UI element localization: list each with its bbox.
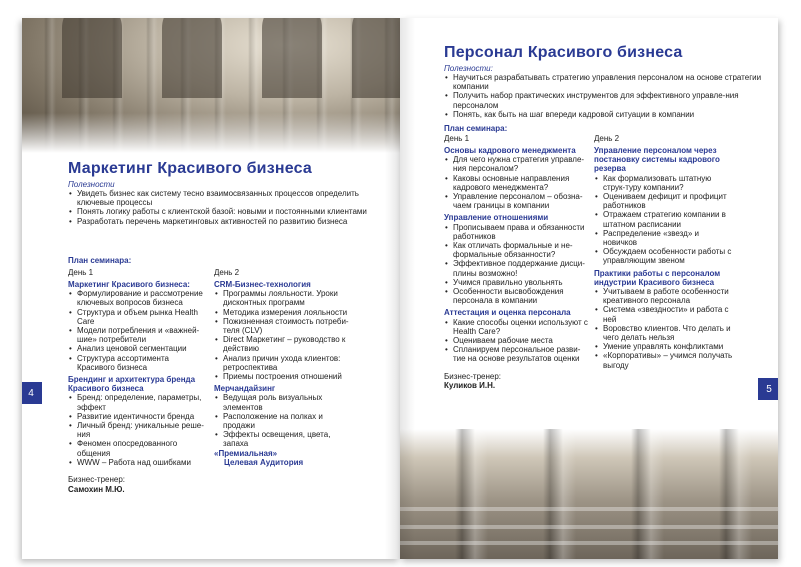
section-title: Управление отношениями <box>444 213 549 223</box>
list-item: • Как формализовать штатную струк-туру компании? <box>603 174 734 192</box>
left-column-2 <box>214 280 354 467</box>
left-useful <box>68 180 388 226</box>
colonnade-capitals-photo <box>22 18 400 153</box>
right-title: Персонал Красивого бизнеса <box>444 44 683 61</box>
list-item: • Прописываем права и обязанности работников <box>453 223 588 241</box>
list-item: • Бренд: определение, параметры, эффект <box>77 393 208 411</box>
list-item: • Понять, как быть на шаг впереди кадровой ситуации в компании <box>453 110 764 119</box>
list-item: • Приемы построения отношений <box>223 372 354 381</box>
left-trainer-name: Самохин М.Ю. <box>68 484 125 494</box>
left-useful-label: Полезности <box>68 180 115 189</box>
right-day1: День 1 <box>444 134 470 143</box>
list-item: • Учимся правильно увольнять <box>453 278 588 287</box>
right-day2: День 2 <box>594 134 620 143</box>
left-plan-label: План семинара: <box>68 256 132 265</box>
list-item: • Эффекты освещения, цвета, запаха <box>223 430 354 448</box>
list-item: • Каковы основные направления кадрового менеджмента? <box>453 174 588 192</box>
list-item: • Особенности высвобождения персонала в компании <box>453 287 588 305</box>
list-item: • Какие способы оценки используют с Health Care? <box>453 318 588 336</box>
list-item: • Оцениваем дефицит и профицит работников <box>603 192 734 210</box>
left-useful-list <box>68 189 388 226</box>
section-title: «Премиальная» <box>214 448 278 458</box>
section-title: Основы кадрового менеджмента <box>444 146 576 155</box>
list-item: • Воровство клиентов. Что делать и чего делать нельзя <box>603 324 734 342</box>
right-page <box>400 18 778 559</box>
section-title: Целевая Аудитория <box>224 457 304 467</box>
left-title: Маркетинг Красивого бизнеса <box>68 160 312 177</box>
right-trainer-label: Бизнес-тренер: <box>444 371 502 381</box>
section-title: Брендинг и архитектура бренда Красивого бизнеса <box>68 375 196 394</box>
list-item: • Отражаем стратегию компании в штатном расписании <box>603 210 734 228</box>
list-item: • Эффективное поддержание дисци-плины возможно! <box>453 259 588 277</box>
list-item: • Пожизненная стоимость потреби-теля (CLV) <box>223 317 354 335</box>
list-item: • Умение управлять конфликтами <box>603 342 734 351</box>
list-item: • Спланируем персональное разви-тие на основе результатов оценки <box>453 345 588 363</box>
list-item: • Ведущая роль визуальных элементов <box>223 393 354 411</box>
list-item: • Анализ причин ухода клиентов: ретроспектива <box>223 354 354 372</box>
list-item: • Direct Маркетинг – руководство к действию <box>223 335 354 353</box>
section-title: Маркетинг Красивого бизнеса: <box>68 280 190 289</box>
section-title: CRM-Бизнес-технология <box>214 280 311 289</box>
page-number: 4 <box>22 382 42 404</box>
right-plan-label: План семинара: <box>444 124 508 133</box>
column-bases-photo <box>400 429 778 559</box>
section-title: Аттестация и оценка персонала <box>444 308 571 318</box>
list-item: • Расположение на полках и продажи <box>223 412 354 430</box>
section-title: Управление персоналом через постановку системы кадрового резерва <box>594 146 720 174</box>
list-item: • Для чего нужна стратегия управле-ния персоналом? <box>453 155 588 173</box>
list-item: • Формулирование и рассмотрение ключевых вопросов бизнеса <box>77 289 208 307</box>
section-title: Мерчандайзинг <box>214 384 276 394</box>
list-item: • Модели потребления и «важней-шие» потребители <box>77 326 208 344</box>
left-page <box>22 18 400 559</box>
list-item: • Анализ ценовой сегментации <box>77 344 208 353</box>
right-trainer-name: Куликов И.Н. <box>444 381 496 391</box>
list-item: • Структура и объем рынка Health Care <box>77 308 208 326</box>
list-item: • Обсуждаем особенности работы с управляющим звеном <box>603 247 734 265</box>
right-useful-list <box>444 73 764 119</box>
list-item: • Получить набор практических инструментов для эффективного управле-ния персоналом <box>453 91 764 109</box>
list-item: • Система «звездности» и работа с ней <box>603 305 734 323</box>
list-item: • Развитие идентичности бренда <box>77 412 208 421</box>
list-item: • Как отличать формальные и не-формальные обязанности? <box>453 241 588 259</box>
left-trainer-label: Бизнес-тренер: <box>68 475 126 485</box>
right-useful <box>444 64 764 119</box>
page-number: 5 <box>758 378 778 400</box>
list-item: • Оцениваем рабочие места <box>453 336 588 345</box>
list-item: • Личный бренд: уникальные реше-ния <box>77 421 208 439</box>
list-item: • Управление персоналом – обозна-чаем границы в компании <box>453 192 588 210</box>
section-title: Практики работы с персоналом индустрии Красивого бизнеса <box>594 268 721 287</box>
list-item: • Научиться разрабатывать стратегию управления персоналом на основе стратегии компании <box>453 73 764 91</box>
list-item: • Разработать перечень маркетинговых активностей по развитию бизнеса <box>77 217 388 226</box>
right-column-1 <box>444 146 588 390</box>
left-day1: День 1 <box>68 268 94 277</box>
list-item: • Увидеть бизнес как систему тесно взаимосвязанных процессов определить ключевые процессы <box>77 189 388 207</box>
right-column-2 <box>594 146 734 370</box>
right-useful-label: Полезности: <box>444 64 493 73</box>
list-item: • Распределение «звезд» и новичков <box>603 229 734 247</box>
list-item: • Структура ассортимента Красивого бизнеса <box>77 354 208 372</box>
left-column-1 <box>68 280 208 494</box>
list-item: • Понять логику работы с клиентской базой: новыми и постоянными клиентами <box>77 207 388 216</box>
left-day2: День 2 <box>214 268 240 277</box>
list-item: • WWW – Работа над ошибками <box>77 458 208 467</box>
list-item: • Феномен опосредованного общения <box>77 439 208 457</box>
list-item: • Методика измерения лояльности <box>223 308 354 317</box>
list-item: • Программы лояльности. Уроки дисконтных программ <box>223 289 354 307</box>
list-item: • Учитываем в работе особенности креативного персонала <box>603 287 734 305</box>
list-item: • «Корпоративы» – учимся получать выгоду <box>603 351 734 369</box>
